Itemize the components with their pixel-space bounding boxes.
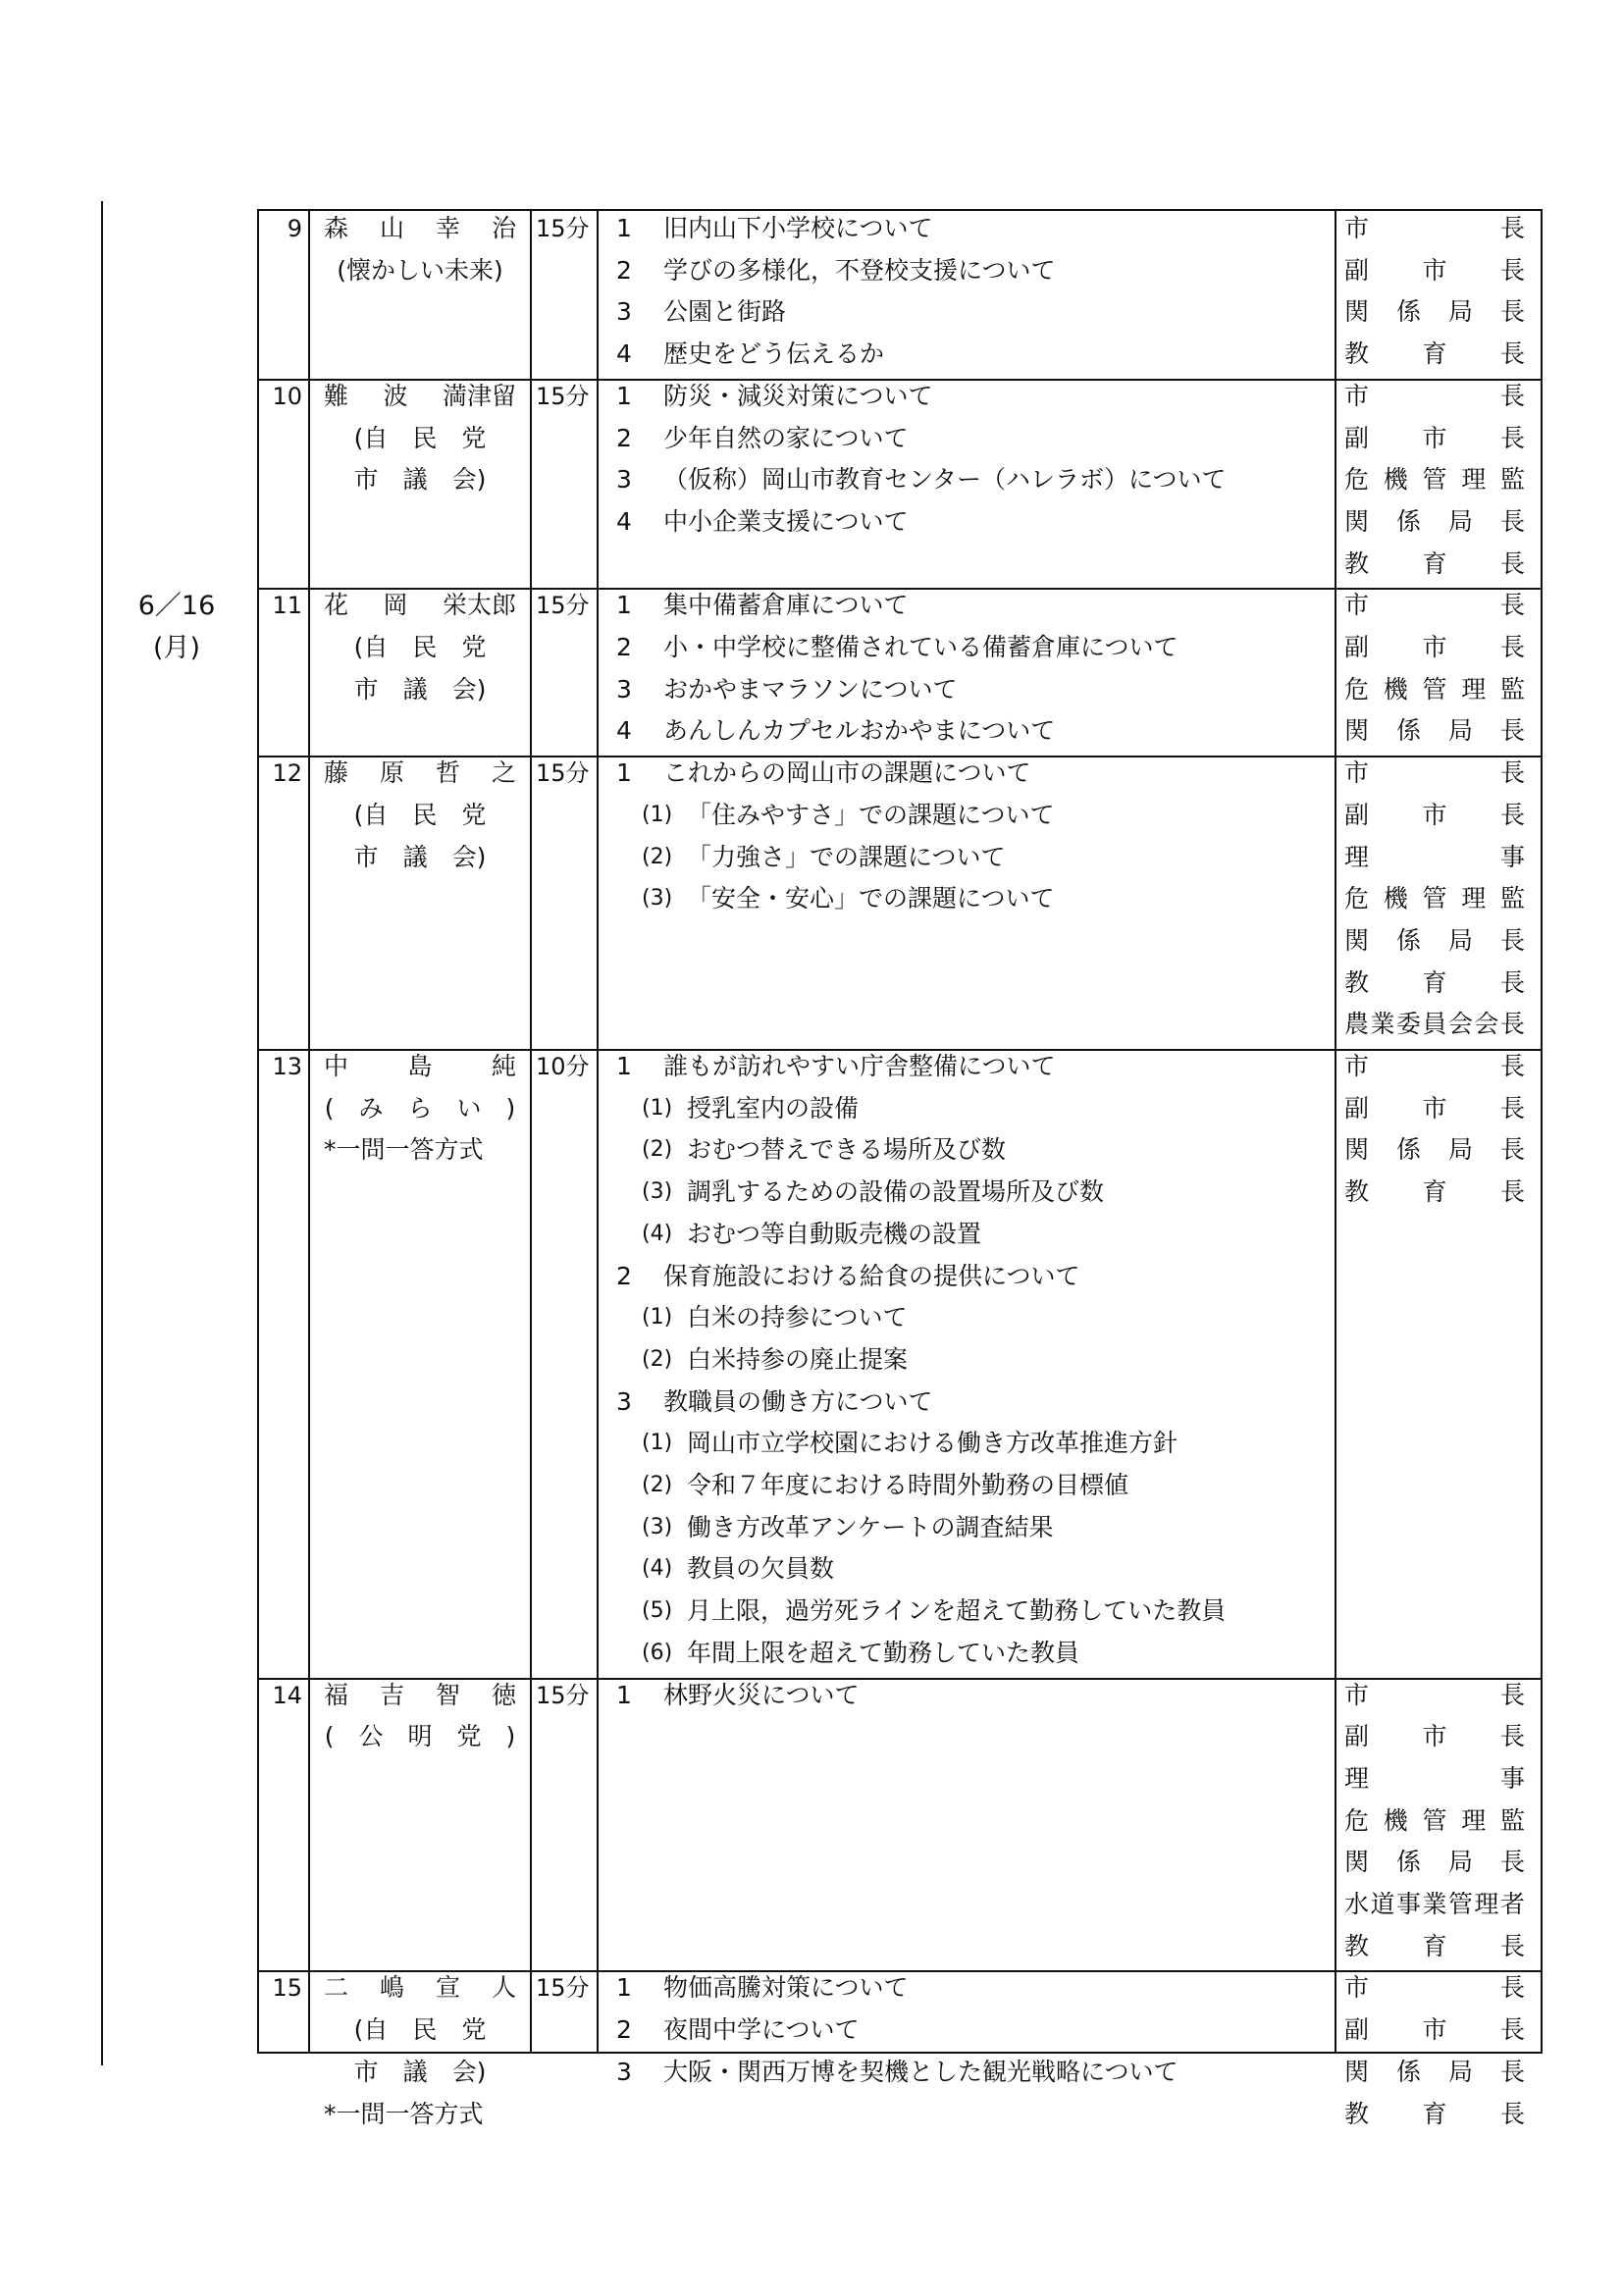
speaker-name: 藤 原 哲 之 xyxy=(324,758,516,788)
respondent: 水 道 事 業 管 理 者 xyxy=(1344,1890,1525,1918)
question-item: おかやまマラソンについて xyxy=(663,674,958,704)
respondent: 危 機 管 理 監 xyxy=(1344,465,1525,495)
respondent: 副 市 長 xyxy=(1344,1093,1525,1122)
question-sub-item: 「安全・安心」での課題について xyxy=(687,884,1055,913)
question-item: 大阪・関西万博を契機とした観光戦略について xyxy=(663,2057,1178,2086)
respondent: 市 長 xyxy=(1344,1973,1525,2003)
question-item: 夜間中学について xyxy=(663,2015,860,2045)
question-item: 歴史をどう伝えるか xyxy=(663,339,885,369)
item-label: 3 xyxy=(616,297,632,327)
question-item: 小・中学校に整備されている備蓄倉庫について xyxy=(663,633,1178,661)
speaker-name: 森 山 幸 治 xyxy=(324,214,516,242)
question-item: 物価高騰対策について xyxy=(663,1973,909,2003)
question-sub-item: 白米の持参について xyxy=(687,1303,908,1332)
item-label: 1 xyxy=(616,381,632,410)
question-item: 林野火災について xyxy=(663,1680,860,1709)
question-item: 集中備蓄倉庫について xyxy=(663,591,909,620)
sub-item-label: (2) xyxy=(642,844,673,869)
speaker-party: 市 議 会) xyxy=(353,2057,487,2086)
respondent: 副 市 長 xyxy=(1344,633,1525,661)
respondent: 関 係 局 長 xyxy=(1344,2057,1525,2086)
respondent: 関 係 局 長 xyxy=(1344,297,1525,327)
respondent: 関 係 局 長 xyxy=(1344,1135,1525,1165)
sub-item-label: (4) xyxy=(642,1221,673,1246)
respondent: 関 係 局 長 xyxy=(1344,925,1525,955)
question-sub-item: 年間上限を超えて勤務していた教員 xyxy=(687,1638,1080,1667)
sub-item-label: (4) xyxy=(642,1556,673,1582)
speaker-party: (自 民 党 xyxy=(353,800,487,829)
question-sub-item: 「力強さ」での課題について xyxy=(687,842,1006,871)
respondent: 教 育 長 xyxy=(1344,967,1525,997)
respondent: 副 市 長 xyxy=(1344,1722,1525,1751)
item-label: 2 xyxy=(616,633,632,661)
sub-item-label: (1) xyxy=(642,802,673,827)
meeting-date: 6／16 xyxy=(137,591,216,622)
question-sub-item: 調乳するための設備の設置場所及び数 xyxy=(687,1177,1105,1207)
question-sub-item: 白米持参の廃止提案 xyxy=(687,1344,909,1374)
question-sub-item: おむつ等自動販売機の設置 xyxy=(687,1219,982,1248)
no-column-left-rule xyxy=(257,209,259,2054)
respondent: 関 係 局 長 xyxy=(1344,716,1525,746)
table-bottom-rule xyxy=(257,2052,1543,2054)
sub-item-label: (2) xyxy=(642,1137,673,1163)
sub-item-label: (3) xyxy=(642,1179,673,1205)
speaker-number: 12 xyxy=(272,759,302,788)
allotted-time: 15分 xyxy=(536,1974,590,2003)
item-label: 3 xyxy=(616,2057,632,2086)
speaker-number: 13 xyxy=(272,1053,302,1080)
name-column-left-rule xyxy=(308,209,310,2054)
sub-item-label: (1) xyxy=(642,1305,673,1331)
question-item: 公園と街路 xyxy=(663,297,787,327)
speaker-party: (自 民 党 xyxy=(353,2015,487,2045)
item-label: 4 xyxy=(616,506,632,536)
speaker-number: 11 xyxy=(272,592,302,620)
item-label: 1 xyxy=(616,591,632,620)
respondent: 教 育 長 xyxy=(1344,339,1525,369)
sub-item-label: (3) xyxy=(642,886,673,912)
meeting-weekday: (月) xyxy=(152,633,201,663)
sub-item-label: (2) xyxy=(642,1473,673,1497)
respondent: 危 機 管 理 監 xyxy=(1344,674,1525,704)
respondent: 教 育 長 xyxy=(1344,1931,1525,1960)
question-sub-item: 月上限，過労死ラインを超えて勤務していた教員 xyxy=(687,1596,1227,1626)
items-column-left-rule xyxy=(597,209,599,2054)
respondent: 市 長 xyxy=(1344,1680,1525,1709)
speaker-number: 9 xyxy=(287,215,302,242)
question-item: 誰もが訪れやすい庁舎整備について xyxy=(663,1052,1056,1080)
respondent: 危 機 管 理 監 xyxy=(1344,884,1525,913)
speaker-party: 市 議 会) xyxy=(353,842,487,871)
table-right-rule xyxy=(1541,209,1543,2054)
respondents-column-left-rule xyxy=(1335,209,1336,2054)
question-item: 旧内山下小学校について xyxy=(663,214,933,242)
speaker-number: 10 xyxy=(272,382,302,410)
row-separator xyxy=(257,588,1543,590)
question-sub-item: 「住みやすさ」での課題について xyxy=(687,800,1055,829)
item-label: 2 xyxy=(616,423,632,452)
row-separator xyxy=(257,379,1543,381)
sub-item-label: (1) xyxy=(642,1095,673,1121)
speaker-party: ( み ら い ) xyxy=(324,1093,516,1122)
speaker-number: 14 xyxy=(272,1681,302,1709)
speaker-party: ( 公 明 党 ) xyxy=(324,1722,516,1751)
respondent: 市 長 xyxy=(1344,214,1525,242)
sub-item-label: (6) xyxy=(642,1640,673,1665)
allotted-time: 15分 xyxy=(536,215,590,242)
question-sub-item: 岡山市立学校園における働き方改革推進方針 xyxy=(687,1429,1178,1458)
item-label: 4 xyxy=(616,716,632,746)
item-label: 2 xyxy=(616,255,632,285)
question-item: これからの岡山市の課題について xyxy=(663,758,1031,788)
item-label: 2 xyxy=(616,2015,632,2045)
respondent: 市 長 xyxy=(1344,591,1525,620)
question-item: 少年自然の家について xyxy=(663,423,909,452)
allotted-time: 10分 xyxy=(536,1053,590,1080)
item-label: 3 xyxy=(616,465,632,495)
table-top-rule xyxy=(257,209,1543,211)
item-label: 1 xyxy=(616,758,632,788)
question-sub-item: 授乳室内の設備 xyxy=(687,1093,860,1122)
allotted-time: 15分 xyxy=(536,1681,590,1709)
item-label: 1 xyxy=(616,1973,632,2003)
item-label: 2 xyxy=(616,1261,632,1290)
sub-item-label: (1) xyxy=(642,1431,673,1456)
item-label: 3 xyxy=(616,674,632,704)
speaker-name: 中 島 純 xyxy=(324,1052,516,1080)
time-column-left-rule xyxy=(530,209,532,2054)
item-label: 1 xyxy=(616,1052,632,1080)
question-item: 学びの多様化，不登校支援について xyxy=(663,255,1056,285)
respondent: 副 市 長 xyxy=(1344,2015,1525,2045)
respondent: 関 係 局 長 xyxy=(1344,506,1525,536)
speaker-name: 花 岡 栄太郎 xyxy=(324,591,516,620)
outer-left-rule xyxy=(101,201,103,2065)
speaker-party: (自 民 党 xyxy=(353,633,487,661)
question-item: 防災・減災対策について xyxy=(663,381,933,410)
respondent: 教 育 長 xyxy=(1344,1177,1525,1207)
respondent: 理 事 xyxy=(1344,1763,1525,1793)
speaker-name: 福 吉 智 徳 xyxy=(324,1680,516,1709)
question-sub-item: おむつ替えできる場所及び数 xyxy=(687,1135,1007,1165)
respondent: 市 長 xyxy=(1344,1052,1525,1080)
allotted-time: 15分 xyxy=(536,592,590,620)
question-sub-item: 働き方改革アンケートの調査結果 xyxy=(687,1512,1054,1541)
answer-format-note: *一問一答方式 xyxy=(324,1135,484,1165)
speaker-party: 市 議 会) xyxy=(353,465,487,495)
item-label: 1 xyxy=(616,1680,632,1709)
item-label: 1 xyxy=(616,214,632,242)
respondent: 副 市 長 xyxy=(1344,423,1525,452)
respondent: 市 長 xyxy=(1344,381,1525,410)
respondent: 理 事 xyxy=(1344,842,1525,871)
allotted-time: 15分 xyxy=(536,382,590,410)
speaker-party: 市 議 会) xyxy=(353,674,487,704)
question-item: 中小企業支援について xyxy=(663,506,909,536)
row-separator xyxy=(257,1970,1543,1972)
respondent: 副 市 長 xyxy=(1344,800,1525,829)
row-separator xyxy=(257,1678,1543,1680)
sub-item-label: (2) xyxy=(642,1346,673,1372)
allotted-time: 15分 xyxy=(536,759,590,788)
respondent: 関 係 局 長 xyxy=(1344,1848,1525,1877)
respondent: 市 長 xyxy=(1344,758,1525,788)
speaker-name: 難 波 満津留 xyxy=(324,381,516,410)
respondent: 教 育 長 xyxy=(1344,2099,1525,2128)
speaker-party: (懐かしい未来) xyxy=(337,255,503,285)
speaker-name: 二 嶋 宣 人 xyxy=(324,1973,516,2003)
question-sub-item: 令和７年度における時間外勤務の目標値 xyxy=(687,1471,1129,1499)
speaker-party: (自 民 党 xyxy=(353,423,487,452)
respondent: 副 市 長 xyxy=(1344,255,1525,285)
row-separator xyxy=(257,756,1543,757)
sub-item-label: (5) xyxy=(642,1598,673,1624)
row-separator xyxy=(257,1049,1543,1051)
speaker-number: 15 xyxy=(272,1974,302,2003)
item-label: 4 xyxy=(616,339,632,369)
sub-item-label: (3) xyxy=(642,1514,673,1539)
respondent: 危 機 管 理 監 xyxy=(1344,1805,1525,1835)
respondent: 教 育 長 xyxy=(1344,548,1525,578)
respondent: 農 業 委 員 会 会 長 xyxy=(1344,1010,1525,1039)
question-sub-item: 教員の欠員数 xyxy=(687,1554,835,1584)
question-item: （仮称）岡山市教育センター（ハレラボ）について xyxy=(663,465,1227,495)
item-label: 3 xyxy=(616,1386,632,1416)
question-item: 教職員の働き方について xyxy=(663,1386,933,1416)
question-item: あんしんカプセルおかやまについて xyxy=(663,716,1056,746)
answer-format-note: *一問一答方式 xyxy=(324,2099,484,2128)
question-item: 保育施設における給食の提供について xyxy=(663,1261,1080,1290)
